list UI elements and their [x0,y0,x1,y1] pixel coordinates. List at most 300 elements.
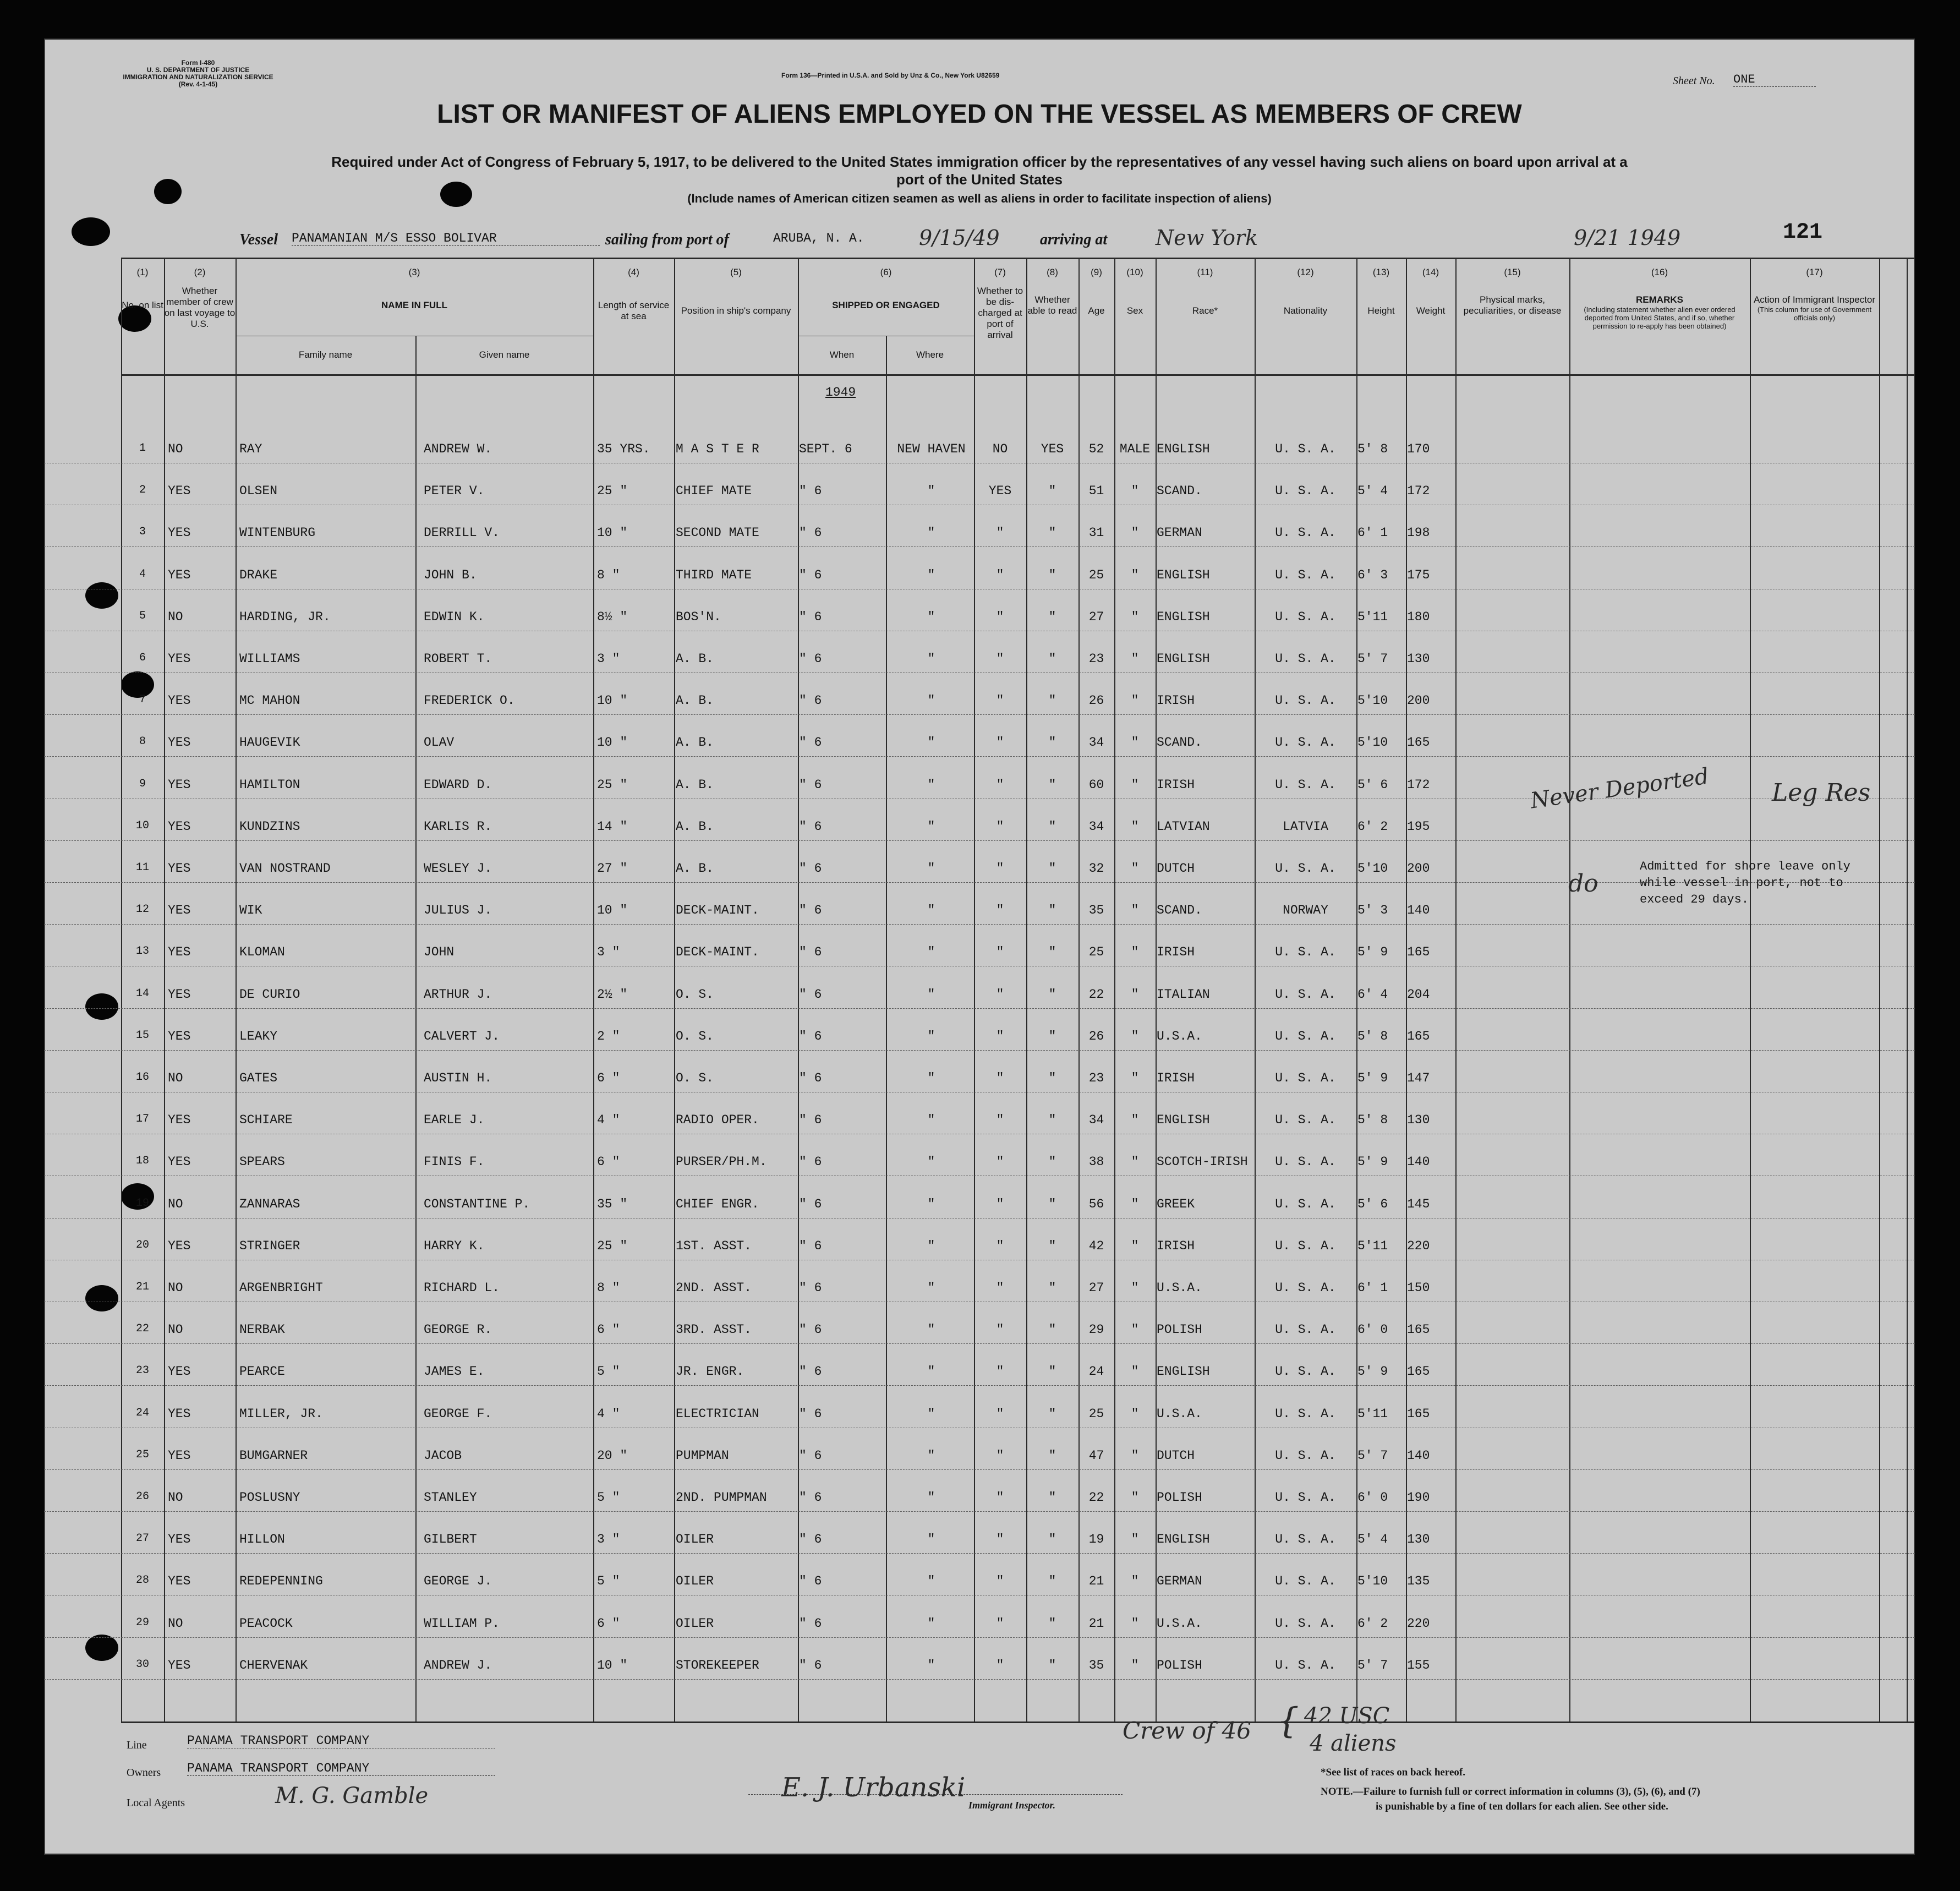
line-value: PANAMA TRANSPORT COMPANY [187,1734,495,1748]
row-given-name: PETER V. [424,484,485,499]
sailing-port: ARUBA, N. A. [773,231,864,245]
row-discharged: " [996,1029,1004,1043]
row-weight: 165 [1407,735,1430,750]
row-given-name: RICHARD L. [424,1281,500,1295]
row-sex: " [1131,777,1139,792]
row-when: " 6 [799,819,822,834]
row-age: 51 [1088,484,1104,499]
table-row [44,631,1915,673]
col-header-no: (1) No. on list [122,267,163,310]
row-position: OILER [676,1574,714,1589]
row-previous-voyage: YES [168,1364,191,1379]
row-weight: 165 [1407,1322,1430,1337]
row-previous-voyage: YES [168,987,191,1002]
row-nationality: U. S. A. [1275,693,1336,708]
row-weight: 147 [1407,1071,1430,1085]
header-bottom-rule [121,374,1915,376]
row-given-name: HARRY K. [424,1238,485,1253]
row-given-name: GEORGE F. [424,1406,492,1421]
row-when: " 6 [799,567,822,582]
row-when: " 6 [799,1113,822,1128]
row-service: 2½ " [597,987,628,1002]
row-when: " 6 [799,987,822,1002]
row-read: " [1048,1406,1056,1421]
row-previous-voyage: YES [168,1029,191,1043]
row-age: 35 [1088,1658,1104,1673]
col-header-service: (4) Length of service at sea [598,267,670,321]
row-where: " [927,1029,935,1043]
row-height: 5'10 [1357,861,1388,876]
row-weight: 180 [1407,609,1430,624]
col-header-discharged: (7) Whether to be dis-charged at port of arrival [977,267,1023,340]
row-service: 6 " [597,1071,620,1085]
row-discharged: " [996,1364,1004,1379]
row-given-name: JULIUS J. [424,903,492,918]
row-previous-voyage: NO [168,609,183,624]
row-nationality: U. S. A. [1275,1113,1336,1128]
row-race: ENGLISH [1157,442,1210,456]
row-read: " [1048,1113,1056,1128]
row-race: POLISH [1157,1490,1202,1505]
row-where: " [927,903,935,918]
row-read: " [1048,819,1056,834]
row-service: 5 " [597,1490,620,1505]
row-family-name: PEACOCK [239,1616,293,1631]
row-position: RADIO OPER. [676,1113,759,1128]
row-number: 2 [139,484,146,497]
owners-label: Owners [127,1767,161,1779]
table-row [44,421,1915,463]
table-row [44,1092,1915,1134]
row-sex: " [1131,1532,1139,1547]
table-row [44,589,1915,631]
row-race: SCOTCH-IRISH [1157,1155,1248,1169]
row-number: 18 [135,1155,149,1168]
row-service: 35 " [597,1196,628,1211]
row-read: " [1048,987,1056,1002]
row-weight: 140 [1407,1155,1430,1169]
row-weight: 200 [1407,693,1430,708]
row-race: U.S.A. [1157,1406,1202,1421]
crew-aliens: 4 aliens [1310,1731,1397,1756]
page-title: LIST OR MANIFEST OF ALIENS EMPLOYED ON THE VESSEL AS MEMBERS OF CREW [437,100,1522,129]
row-service: 6 " [597,1322,620,1337]
row-age: 25 [1088,1406,1104,1421]
row-sex: " [1131,945,1139,960]
arriving-label: arriving at [1040,231,1108,248]
row-age: 27 [1088,1281,1104,1295]
row-read: " [1048,567,1056,582]
row-position: THIRD MATE [676,567,752,582]
row-previous-voyage: YES [168,1406,191,1421]
row-service: 5 " [597,1364,620,1379]
row-age: 19 [1088,1532,1104,1547]
row-height: 6' 3 [1357,567,1388,582]
row-where: " [927,1322,935,1337]
row-position: OILER [676,1616,714,1631]
row-when: " 6 [799,777,822,792]
row-number: 4 [139,567,146,581]
row-previous-voyage: YES [168,1658,191,1673]
row-weight: 145 [1407,1196,1430,1211]
row-race: U.S.A. [1157,1281,1202,1295]
row-weight: 220 [1407,1238,1430,1253]
form-header-block [121,59,275,88]
row-nationality: U. S. A. [1275,1322,1336,1337]
row-when: " 6 [799,1616,822,1631]
row-where: " [927,1532,935,1547]
row-where: " [927,945,935,960]
row-previous-voyage: YES [168,567,191,582]
row-number: 16 [135,1071,149,1084]
row-previous-voyage: YES [168,903,191,918]
inspector-signature: E. J. Urbanski [781,1772,966,1803]
row-service: 25 " [597,484,628,499]
row-weight: 204 [1407,987,1430,1002]
year-note: 1949 [825,385,856,400]
row-discharged: " [996,777,1004,792]
row-previous-voyage: YES [168,1532,191,1547]
table-row [44,840,1915,883]
row-race: SCAND. [1157,484,1202,499]
row-sex: " [1131,1155,1139,1169]
row-family-name: POSLUSNY [239,1490,300,1505]
col-header-physical-marks: (15) Physical marks, peculiarities, or disease [1463,267,1562,316]
row-weight: 165 [1407,1029,1430,1043]
row-when: " 6 [799,1029,822,1043]
row-discharged: " [996,1113,1004,1128]
row-service: 3 " [597,1532,620,1547]
row-when: " 6 [799,861,822,876]
row-height: 6' 2 [1357,1616,1388,1631]
table-row [44,1260,1915,1302]
row-given-name: ANDREW J. [424,1658,492,1673]
row-nationality: U. S. A. [1275,777,1336,792]
agents-signature: M. G. Gamble [275,1783,429,1808]
table-bottom-rule [121,1721,1915,1723]
row-where: " [927,1113,935,1128]
row-where: " [927,987,935,1002]
row-number: 7 [139,693,146,707]
row-race: LATVIAN [1157,819,1210,834]
row-position: SECOND MATE [676,526,759,540]
row-where: " [927,861,935,876]
row-when: " 6 [799,526,822,540]
row-when: " 6 [799,484,822,499]
row-number: 10 [135,819,149,832]
row-weight: 155 [1407,1658,1430,1673]
row-where: " [927,609,935,624]
row-position: ELECTRICIAN [676,1406,759,1421]
row-discharged: " [996,819,1004,834]
row-when: " 6 [799,1196,822,1211]
table-row [44,1218,1915,1260]
row-nationality: U. S. A. [1275,526,1336,540]
row-age: 32 [1088,861,1104,876]
sheet-label: Sheet No. [1673,75,1715,87]
row-when: " 6 [799,1071,822,1085]
row-sex: " [1131,1281,1139,1295]
row-sex: " [1131,1658,1139,1673]
row-discharged: " [996,1532,1004,1547]
row-age: 26 [1088,693,1104,708]
row-previous-voyage: YES [168,1155,191,1169]
row-position: 2ND. PUMPMAN [676,1490,767,1505]
row-discharged: " [996,945,1004,960]
row-position: O. S. [676,1029,714,1043]
row-read: " [1048,1322,1056,1337]
row-nationality: U. S. A. [1275,1364,1336,1379]
revision: (Rev. 4-1-45) [178,80,218,88]
row-race: IRISH [1157,693,1195,708]
row-service: 6 " [597,1616,620,1631]
action-leg-res: Leg Res [1772,779,1871,807]
row-previous-voyage: YES [168,526,191,540]
row-read: " [1048,1616,1056,1631]
remark-ditto: do [1568,870,1598,898]
row-discharged: " [996,735,1004,750]
row-age: 21 [1088,1616,1104,1631]
row-read: YES [1041,442,1064,456]
col-header-inspector-action: (17) Action of Immigrant Inspector (This column for use of Government officials only) [1753,267,1876,322]
row-race: IRISH [1157,945,1195,960]
row-family-name: NERBAK [239,1322,285,1337]
row-nationality: U. S. A. [1275,735,1336,750]
vessel-name: PANAMANIAN M/S ESSO BOLIVAR [292,231,600,246]
row-where: " [927,1238,935,1253]
row-service: 10 " [597,693,628,708]
row-when: " 6 [799,1490,822,1505]
row-read: " [1048,1532,1056,1547]
row-family-name: STRINGER [239,1238,300,1253]
row-when: " 6 [799,1658,822,1673]
penalty-note-2: is punishable by a fine of ten dollars for each alien. See other side. [1376,1801,1668,1812]
row-race: U.S.A. [1157,1616,1202,1631]
row-family-name: DE CURIO [239,987,300,1002]
crew-brace: { [1277,1701,1299,1741]
row-sex: " [1131,819,1139,834]
row-weight: 140 [1407,1448,1430,1463]
row-nationality: U. S. A. [1275,484,1336,499]
row-read: " [1048,1238,1056,1253]
col-header-family-name: Family name [298,349,353,360]
row-weight: 220 [1407,1616,1430,1631]
row-age: 34 [1088,735,1104,750]
row-height: 5' 9 [1357,945,1388,960]
row-weight: 130 [1407,1113,1430,1128]
row-family-name: VAN NOSTRAND [239,861,331,876]
row-age: 22 [1088,1490,1104,1505]
row-number: 17 [135,1113,149,1126]
table-row [44,1469,1915,1512]
col-header-where: Where [916,349,944,360]
row-weight: 140 [1407,903,1430,918]
row-age: 29 [1088,1322,1104,1337]
row-number: 20 [135,1238,149,1251]
row-number: 3 [139,526,146,539]
inspector-label: Immigrant Inspector. [968,1800,1056,1811]
row-family-name: LEAKY [239,1029,278,1043]
row-nationality: U. S. A. [1275,861,1336,876]
row-family-name: ARGENBRIGHT [239,1281,323,1295]
row-read: " [1048,652,1056,666]
row-discharged: " [996,861,1004,876]
agents-label: Local Agents [127,1797,185,1809]
row-number: 22 [135,1322,149,1336]
row-read: " [1048,735,1056,750]
row-position: JR. ENGR. [676,1364,744,1379]
row-read: " [1048,1155,1056,1169]
row-previous-voyage: YES [168,945,191,960]
row-age: 31 [1088,526,1104,540]
row-race: IRISH [1157,777,1195,792]
row-age: 23 [1088,1071,1104,1085]
row-weight: 135 [1407,1574,1430,1589]
row-weight: 195 [1407,819,1430,834]
row-nationality: U. S. A. [1275,1448,1336,1463]
row-read: " [1048,777,1056,792]
row-nationality: U. S. A. [1275,652,1336,666]
row-weight: 172 [1407,484,1430,499]
row-weight: 165 [1407,1364,1430,1379]
row-when: " 6 [799,1238,822,1253]
row-family-name: PEARCE [239,1364,285,1379]
row-number: 29 [135,1616,149,1629]
punch-hole [72,217,110,246]
row-position: PURSER/PH.M. [676,1155,767,1169]
row-sex: " [1131,1322,1139,1337]
row-discharged: " [996,609,1004,624]
row-service: 3 " [597,945,620,960]
row-previous-voyage: YES [168,484,191,499]
table-row [44,799,1915,841]
row-race: ITALIAN [1157,987,1210,1002]
row-nationality: U. S. A. [1275,1658,1336,1673]
row-position: PUMPMAN [676,1448,729,1463]
row-race: ENGLISH [1157,1364,1210,1379]
row-given-name: ARTHUR J. [424,987,492,1002]
row-number: 9 [139,777,146,790]
row-position: A. B. [676,693,714,708]
row-service: 2 " [597,1029,620,1043]
row-service: 35 YRS. [597,442,650,456]
row-where: " [927,1281,935,1295]
row-given-name: GEORGE R. [424,1322,492,1337]
row-number: 5 [139,609,146,622]
row-race: ENGLISH [1157,652,1210,666]
row-discharged: NO [992,442,1008,456]
row-family-name: CHERVENAK [239,1658,308,1673]
row-number: 12 [135,903,149,916]
row-nationality: LATVIA [1283,819,1328,834]
row-service: 3 " [597,652,620,666]
inspector-signature-line [748,1794,1123,1795]
row-previous-voyage: NO [168,442,183,456]
row-nationality: U. S. A. [1275,609,1336,624]
row-position: A. B. [676,652,714,666]
row-family-name: WINTENBURG [239,526,316,540]
row-when: " 6 [799,1322,822,1337]
row-number: 11 [135,861,149,874]
subtitle-line-3: (Include names of American citizen seamen as well as aliens in order to facilitate inspection of aliens) [687,192,1272,205]
row-sex: " [1131,735,1139,750]
row-previous-voyage: YES [168,861,191,876]
row-discharged: " [996,1490,1004,1505]
row-height: 5'10 [1357,693,1388,708]
crew-usc: 42 USC [1304,1703,1390,1729]
row-when: " 6 [799,1364,822,1379]
row-height: 6' 2 [1357,819,1388,834]
row-family-name: HAMILTON [239,777,300,792]
row-service: 10 " [597,735,628,750]
col-header-age: (9) Age [1088,267,1105,316]
table-row [44,1302,1915,1344]
row-race: POLISH [1157,1658,1202,1673]
row-given-name: WILLIAM P. [424,1616,500,1631]
row-read: " [1048,484,1056,499]
row-height: 5' 8 [1357,442,1388,456]
row-previous-voyage: YES [168,735,191,750]
row-nationality: U. S. A. [1275,1196,1336,1211]
row-given-name: KARLIS R. [424,819,492,834]
row-age: 21 [1088,1574,1104,1589]
row-sex: " [1131,609,1139,624]
row-sex: " [1131,567,1139,582]
row-position: O. S. [676,987,714,1002]
row-read: " [1048,1364,1056,1379]
row-position: BOS'N. [676,609,721,624]
table-row [44,1637,1915,1680]
row-age: 22 [1088,987,1104,1002]
row-previous-voyage: YES [168,1113,191,1128]
printer-note: Form 136—Printed in U.S.A. and Sold by Unz & Co., New York U82659 [781,72,1000,79]
row-number: 25 [135,1448,149,1461]
row-family-name: SCHIARE [239,1113,293,1128]
table-row [44,463,1915,505]
row-previous-voyage: YES [168,819,191,834]
row-height: 5' 4 [1357,1532,1388,1547]
row-previous-voyage: NO [168,1616,183,1631]
row-height: 5' 7 [1357,652,1388,666]
sheet-number: ONE [1733,73,1816,87]
table-row [44,1134,1915,1176]
col-header-name: (3) NAME IN FULL [381,267,447,310]
table-row [44,1595,1915,1638]
row-family-name: MC MAHON [239,693,300,708]
row-given-name: EDWIN K. [424,609,485,624]
row-weight: 150 [1407,1281,1430,1295]
row-sex: " [1131,1574,1139,1589]
row-position: STOREKEEPER [676,1658,759,1673]
row-nationality: U. S. A. [1275,1490,1336,1505]
row-height: 5'11 [1357,1406,1388,1421]
row-where: " [927,652,935,666]
row-where: " [927,567,935,582]
row-where: " [927,1071,935,1085]
row-given-name: CONSTANTINE P. [424,1196,530,1211]
row-age: 35 [1088,903,1104,918]
row-when: " 6 [799,1155,822,1169]
sailing-label: sailing from port of [605,231,729,248]
service: IMMIGRATION AND NATURALIZATION SERVICE [123,73,273,81]
row-when: " 6 [799,903,822,918]
row-number: 23 [135,1364,149,1378]
row-race: GREEK [1157,1196,1195,1211]
row-given-name: ROBERT T. [424,652,492,666]
table-row [44,673,1915,715]
row-height: 5' 9 [1357,1364,1388,1379]
row-read: " [1048,693,1056,708]
